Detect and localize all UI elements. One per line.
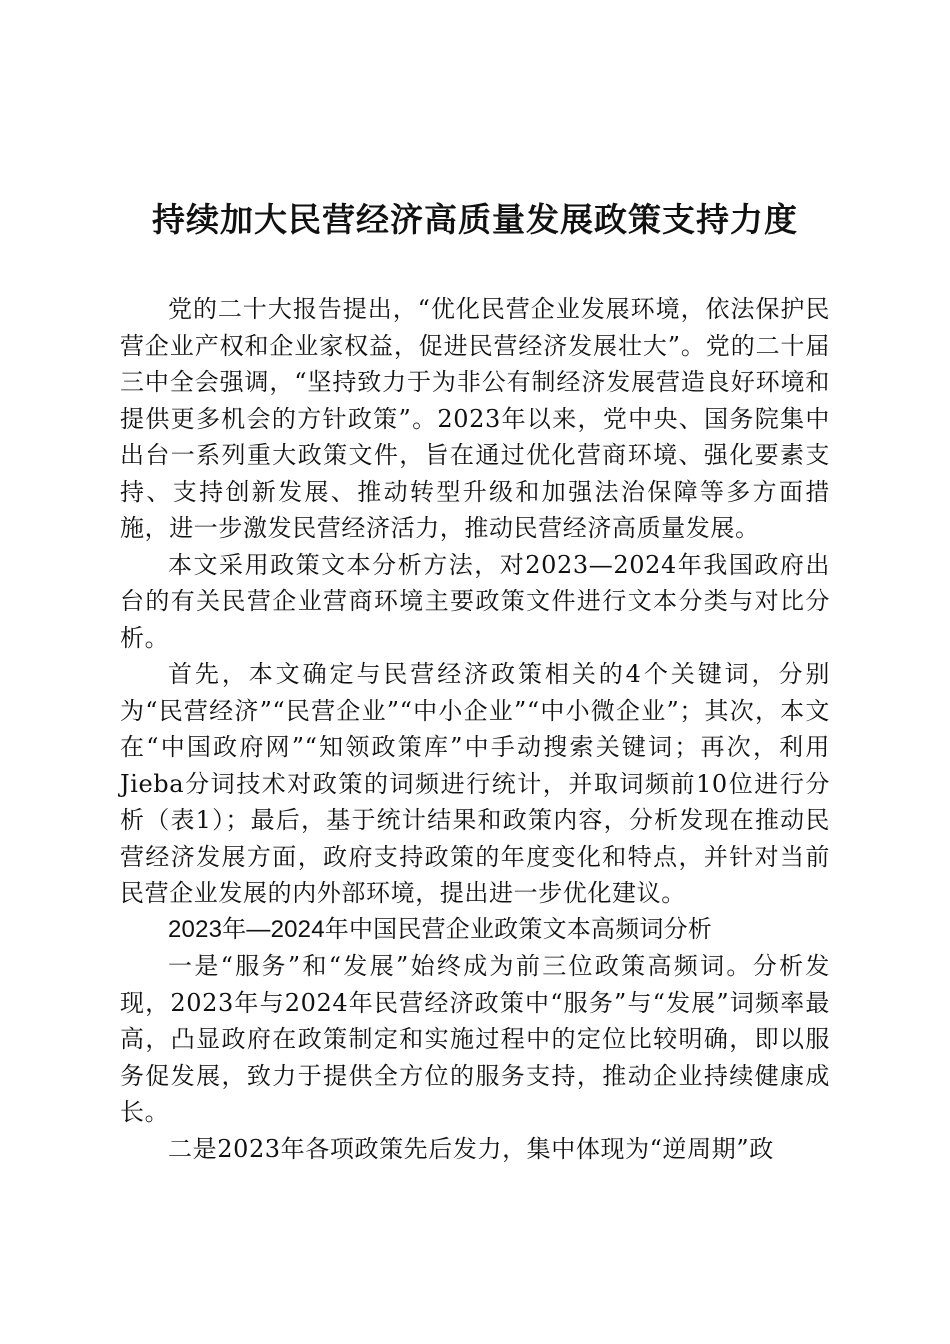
section-subheading: 2023年—2024年中国民营企业政策文本高频词分析 (168, 915, 712, 943)
paragraph-finding-two: 二是2023年各项政策先后发力，集中体现为“逆周期”政 (168, 1134, 774, 1163)
paragraph-method: 本文采用政策文本分析方法，对2023—2024年我国政府出台的有关民营企业营商环境主要政策文件进行文本分类与对比分析。 (120, 550, 830, 652)
document-title: 持续加大民营经济高质量发展政策支持力度 (152, 200, 798, 239)
paragraph-finding-one: 一是“服务”和“发展”始终成为前三位政策高频词。分析发现，2023年与2024年民营经济政策中“服务”与“发展”词频率最高，凸显政府在政策制定和实施过程中的定位比较明确，即以服务促发展，致力于提供全方位的服务支持，推动企业持续健康成长。 (120, 952, 830, 1126)
document-body (120, 291, 830, 1167)
paragraph-steps: 首先，本文确定与民营经济政策相关的4个关键词，分别为“民营经济”“民营企业”“中小企业”“中小微企业”；其次，本文在“中国政府网”“知领政策库”中手动搜索关键词；再次，利用Jieba分词技术对政策的词频进行统计，并取词频前10位进行分析（表1）；最后，基于统计结果和政策内容，分析发现在推动民营经济发展方面，政府支持政策的年度变化和特点，并针对当前民营企业发展的内外部环境，提出进一步优化建议。 (120, 660, 830, 907)
paragraph-intro: 党的二十大报告提出，“优化民营企业发展环境，依法保护民营企业产权和企业家权益，促进民营经济发展壮大”。党的二十届三中全会强调，“坚持致力于为非公有制经济发展营造良好环境和提供更多机会的方针政策”。2023年以来，党中央、国务院集中出台一系列重大政策文件，旨在通过优化营商环境、强化要素支持、支持创新发展、推动转型升级和加强法治保障等多方面措施，进一步激发民营经济活力，推动民营经济高质量发展。 (120, 295, 830, 542)
